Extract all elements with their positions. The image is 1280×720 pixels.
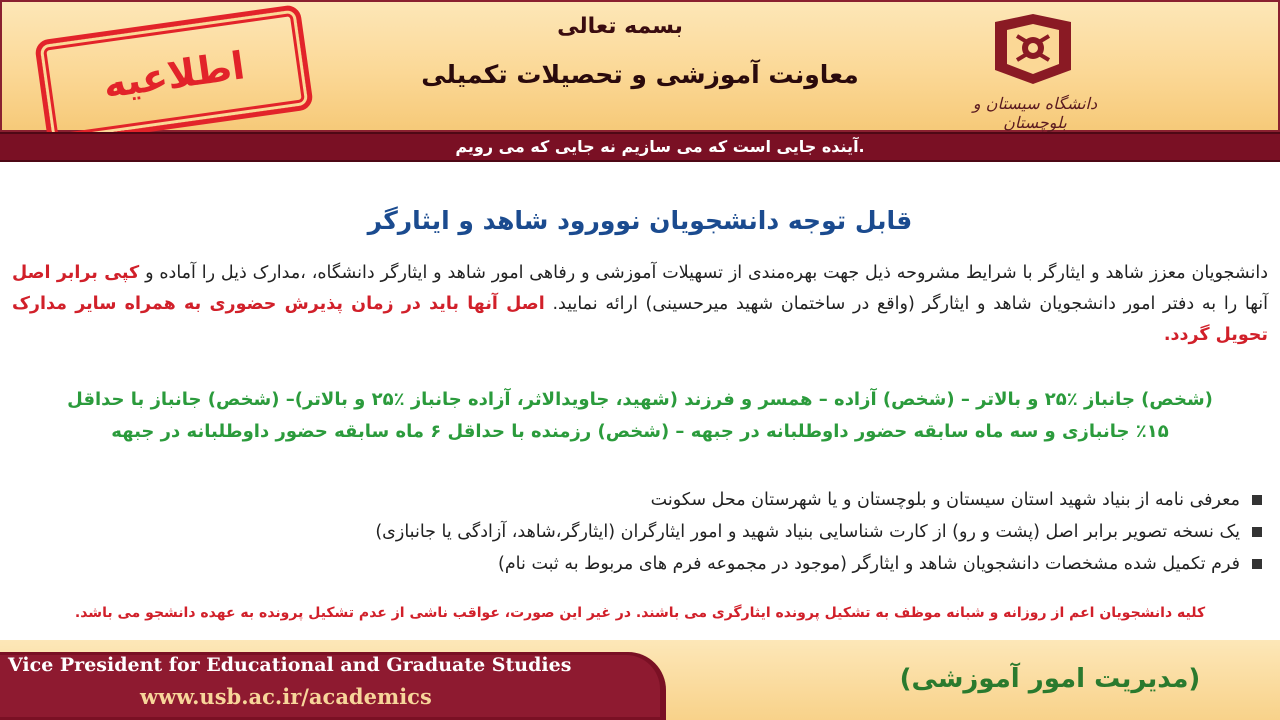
bullet-icon [1252,559,1262,569]
office-name: (مدیریت امور آموزشی) [899,664,1201,694]
document-text: فرم تکمیل شده مشخصات دانشجویان شاهد و ایثارگر (موجود در مجموعه فرم های مربوط به ثبت نام) [498,554,1240,574]
bullet-icon [1252,495,1262,505]
eligibility-line-1: (شخص) جانباز ٪۲۵ و بالاتر – (شخص) آزاده – همسر و فرزند (شهید، جاویدالاثر، آزاده جانباز ٪۲۵ و بالاتر)– (شخص) جانباز با حداقل [67,389,1213,410]
eligibility-paragraph [10,384,1270,448]
university-logo-text: دانشگاه سیستان و بلوچستان [972,94,1098,132]
warning-note: کلیه دانشجویان اعم از روزانه و شبانه موظف به تشکیل پرونده ایثارگری می باشند. در غیر این صورت، عواقب ناشی از عدم تشکیل پرونده به عهده دانشجو می باشد. [74,605,1206,621]
motto-text: آینده جایی است که می سازیم نه جایی که می رویم. [455,137,865,156]
bullet-icon [1252,527,1262,537]
basmala: بسمه تعالی [557,14,683,39]
footer [0,640,1280,720]
list-item [200,484,1262,516]
list-item [200,548,1262,580]
motto-bar [0,132,1280,162]
website-link[interactable]: www.usb.ac.ir/academics [140,684,432,709]
intro-highlight-originals: اصل آنها باید در زمان پذیرش حضوری به همراه سایر مدارک تحویل گردد. [12,294,1268,345]
header-banner [0,0,1280,132]
university-logo [965,12,1105,132]
notice-body [0,162,1280,640]
intro-text-part-2: آنها را به دفتر امور دانشجویان شاهد و ایثارگر (واقع در ساختمان شهید میرحسینی) ارائه نمایید. [544,294,1268,314]
stamp-text: اطلاعیه [100,43,248,107]
required-documents-list [200,484,1262,580]
document-text: یک نسخه تصویر برابر اصل (پشت و رو) از کارت شناسایی بنیاد شهید و امور ایثارگران (ایثارگر،شاهد، آزادگی یا جانبازی) [375,522,1240,542]
department-title: معاونت آموزشی و تحصیلات تکمیلی [421,60,859,89]
list-item [200,516,1262,548]
intro-highlight-certified-copy: کپی برابر اصل [12,263,140,283]
intro-paragraph [12,258,1268,351]
university-logo-icon [987,12,1079,88]
eligibility-line-2: ٪۱۵ جانبازی و سه ماه سابقه حضور داوطلبانه در جبهه – (شخص) رزمنده با حداقل ۶ ماه سابقه حضور داوطلبانه در جبهه [111,421,1169,442]
notice-title: قابل توجه دانشجویان نوورود شاهد و ایثارگر [367,206,913,235]
intro-text-part-1: دانشجویان معزز شاهد و ایثارگر با شرایط مشروحه ذیل جهت بهره‌مندی از تسهیلات آموزشی و رفاهی امور شاهد و ایثارگر دانشگاه، ،مدارک ذیل را آماده و [139,263,1268,283]
document-text: معرفی نامه از بنیاد شهید استان سیستان و بلوچستان و یا شهرستان محل سکونت [650,490,1240,510]
vice-president-title: Vice President for Educational and Graduate Studies [8,654,572,676]
